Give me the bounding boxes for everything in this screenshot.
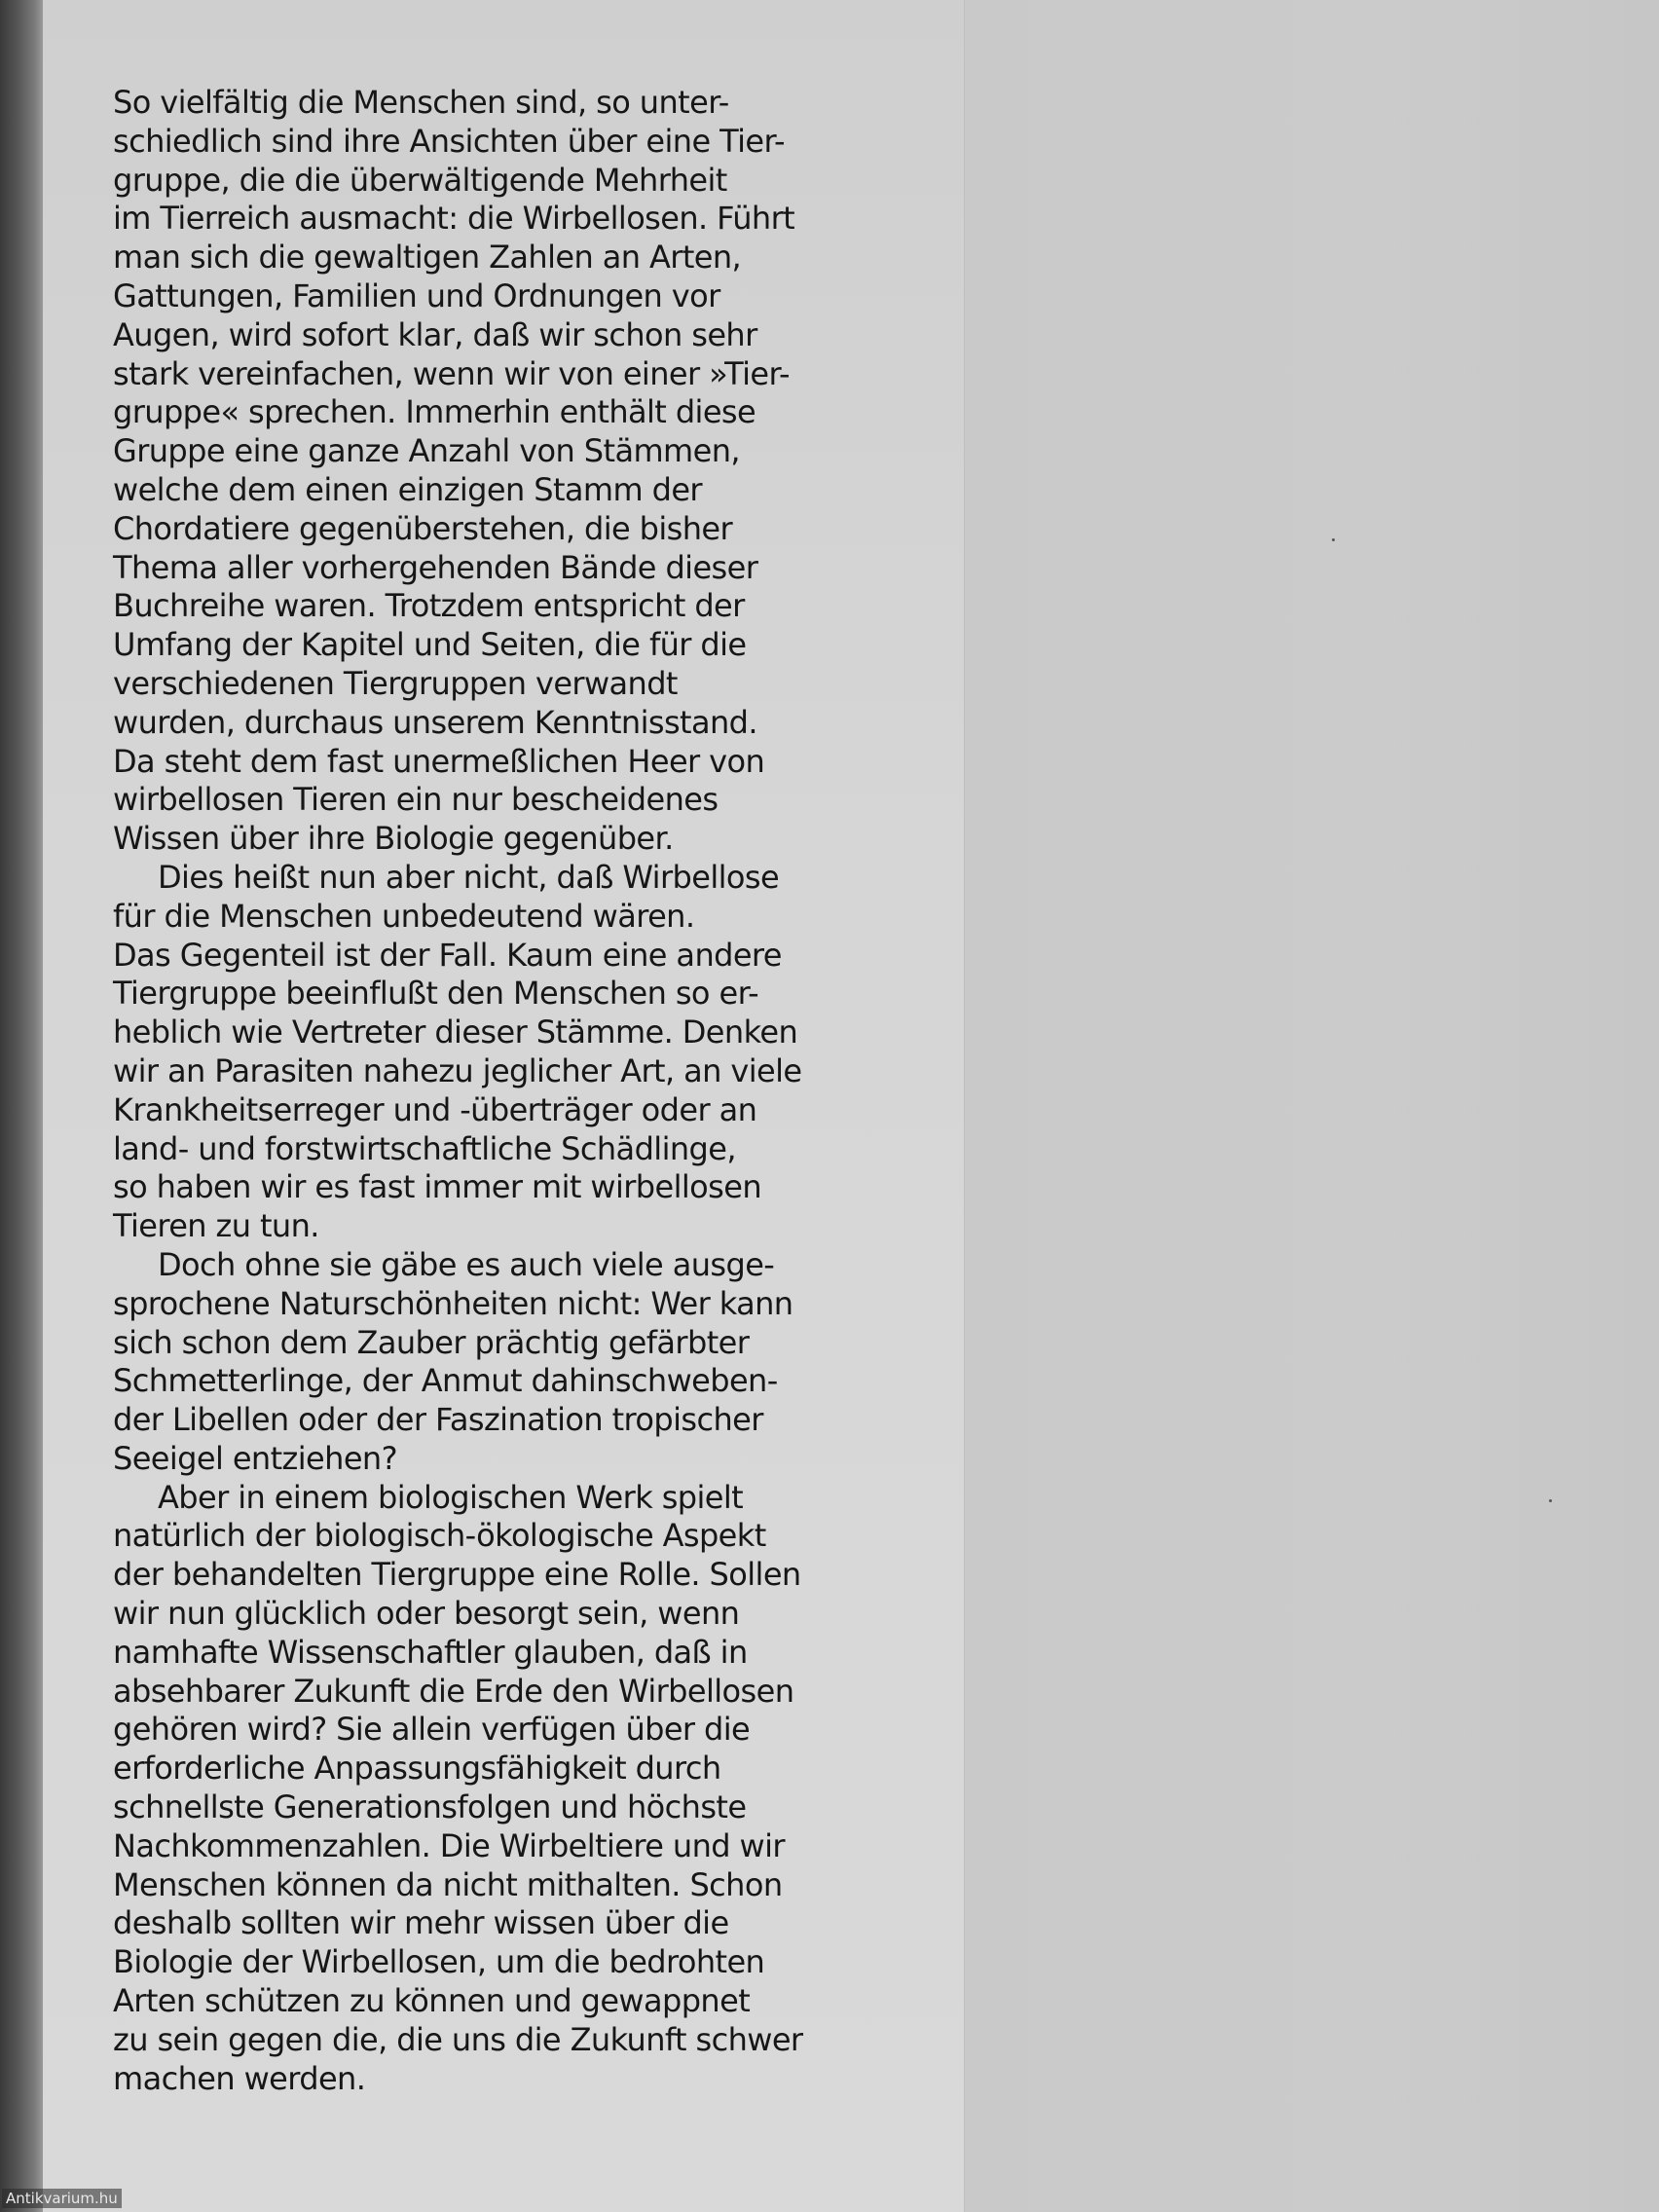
paper-speck <box>1549 1499 1552 1502</box>
paragraph <box>113 1479 892 2099</box>
watermark: Antikvarium.hu <box>2 2189 122 2208</box>
text-line: wir an Parasiten nahezu jeglicher Art, an viele <box>113 1051 802 1089</box>
text-line: Gattungen, Familien und Ordnungen vor <box>113 276 720 314</box>
text-line: stark vereinfachen, wenn wir von einer »Tier- <box>113 354 790 392</box>
text-line: Doch ohne sie gäbe es auch viele ausge- <box>158 1245 775 1283</box>
text-line: Umfang der Kapitel und Seiten, die für die <box>113 626 747 664</box>
text-line: gehören wird? Sie allein verfügen über die <box>113 1711 751 1749</box>
text-line: heblich wie Vertreter dieser Stämme. Denken <box>113 1014 798 1051</box>
text-line: zu sein gegen die, die uns die Zukunft schwer <box>113 2020 803 2058</box>
text-line: gruppe, die die überwältigende Mehrheit <box>113 161 727 199</box>
text-line: sich schon dem Zauber prächtig gefärbter <box>113 1323 750 1361</box>
body-text <box>113 84 892 2098</box>
text-line: Nachkommenzahlen. Die Wirbeltiere und wir <box>113 1826 785 1864</box>
text-line: natürlich der biologisch-ökologische Aspekt <box>113 1517 766 1555</box>
text-line: Chordatiere gegenüberstehen, die bisher <box>113 509 733 547</box>
text-line: Da steht dem fast unermeßlichen Heer von <box>113 742 765 780</box>
text-line: Wissen über ihre Biologie gegenüber. <box>113 820 674 858</box>
text-line: wirbellosen Tieren ein nur bescheidenes <box>113 781 719 819</box>
text-line: namhafte Wissenschaftler glauben, daß in <box>113 1633 748 1671</box>
text-line: verschiedenen Tiergruppen verwandt <box>113 664 678 702</box>
text-line: erforderliche Anpassungsfähigkeit durch <box>113 1750 721 1788</box>
text-line: welche dem einen einzigen Stamm der <box>113 470 702 508</box>
text-line: Biologie der Wirbellosen, um die bedrohten <box>113 1943 765 1981</box>
text-line: im Tierreich ausmacht: die Wirbellosen. Führt <box>113 200 795 238</box>
text-line: sprochene Naturschönheiten nicht: Wer kann <box>113 1284 793 1322</box>
right-page <box>964 0 1659 2212</box>
text-line: schnellste Generationsfolgen und höchste <box>113 1788 747 1826</box>
text-line: Tieren zu tun. <box>113 1207 319 1245</box>
text-line: Thema aller vorhergehenden Bände dieser <box>113 548 758 586</box>
text-line: für die Menschen unbedeutend wären. <box>113 897 695 935</box>
paragraph <box>113 1246 892 1479</box>
text-line: Krankheitserreger und -überträger oder an <box>113 1090 757 1128</box>
text-line: wir nun glücklich oder besorgt sein, wenn <box>113 1595 740 1633</box>
book-spine-shadow <box>0 0 43 2212</box>
text-line: Tiergruppe beeinflußt den Menschen so er- <box>113 975 759 1013</box>
text-line: wurden, durchaus unserem Kenntnisstand. <box>113 703 757 741</box>
text-line: Gruppe eine ganze Anzahl von Stämmen, <box>113 432 740 470</box>
text-line: Schmetterlinge, der Anmut dahinschweben- <box>113 1362 778 1400</box>
text-line: der Libellen oder der Faszination tropischer <box>113 1401 763 1439</box>
paragraph <box>113 859 892 1246</box>
paper-speck <box>1332 538 1335 541</box>
text-line: man sich die gewaltigen Zahlen an Arten, <box>113 239 742 276</box>
paragraph <box>113 84 892 859</box>
text-line: Das Gegenteil ist der Fall. Kaum eine andere <box>113 936 782 974</box>
text-line: Buchreihe waren. Trotzdem entspricht der <box>113 587 745 625</box>
text-line: schiedlich sind ihre Ansichten über eine Tier- <box>113 122 785 160</box>
text-line: machen werden. <box>113 2059 366 2097</box>
text-line: Arten schützen zu können und gewappnet <box>113 1982 751 2020</box>
text-line: der behandelten Tiergruppe eine Rolle. Sollen <box>113 1556 801 1594</box>
text-line: absehbarer Zukunft die Erde den Wirbellosen <box>113 1672 794 1710</box>
text-line: Aber in einem biologischen Werk spielt <box>158 1478 744 1516</box>
text-line: Augen, wird sofort klar, daß wir schon sehr <box>113 315 757 353</box>
text-line: So vielfältig die Menschen sind, so unter- <box>113 84 729 121</box>
text-line: gruppe« sprechen. Immerhin enthält diese <box>113 393 756 431</box>
text-line: so haben wir es fast immer mit wirbellosen <box>113 1168 762 1206</box>
text-line: Seeigel entziehen? <box>113 1439 397 1477</box>
text-line: Dies heißt nun aber nicht, daß Wirbellose <box>158 858 780 896</box>
text-line: Menschen können da nicht mithalten. Schon <box>113 1865 783 1903</box>
text-line: land- und forstwirtschaftliche Schädlinge, <box>113 1129 736 1167</box>
text-line: deshalb sollten wir mehr wissen über die <box>113 1904 729 1942</box>
